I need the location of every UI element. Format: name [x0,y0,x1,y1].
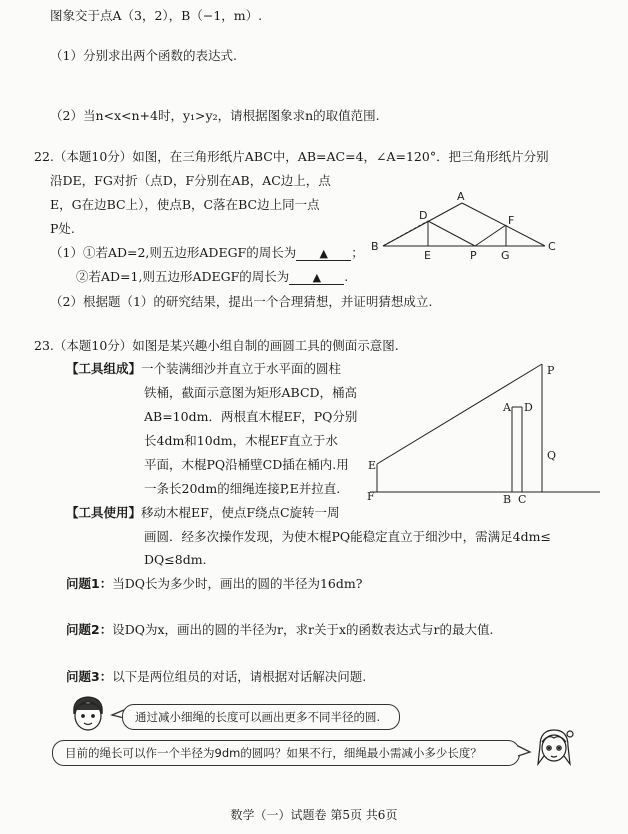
bubble2-tail [518,744,530,758]
q23-composition-line2: 铁桶，截面示意图为矩形ABCD，桶高 [144,385,358,400]
answer-blank-mark: ▲ [319,247,328,260]
label-g: G [501,249,510,262]
label-c: C [548,240,556,253]
period: . [344,269,349,284]
label-p: P [470,249,477,262]
problem3-label: 问题3： [66,669,113,684]
label-b: B [371,240,379,253]
label-e: E [424,249,431,262]
q22-part2: （2）根据题（1）的研究结果，提出一个合理猜想，并证明猜想成立. [50,294,433,309]
q22-line2: 沿DE，FG对折（点D，F分别在AB，AC边上，点 [50,173,331,188]
problem3-text: 以下是两位组员的对话，请根据对话解决问题. [112,669,367,684]
usage-text-1: 移动木棍EF，使点F绕点C旋转一周 [141,505,340,520]
label-p: P [547,364,555,377]
composition-text-1: 一个装满细沙并直立于水平面的圆柱 [141,361,342,376]
problem2-text: 设DQ为x，画出的圆的半径为r，求r关于x的函数表达式与r的最大值. [112,622,494,637]
label-b: B [503,493,512,506]
girl-avatar-icon [530,726,578,770]
q23-line1: 23.（本题10分）如图是某兴趣小组自制的画圆工具的侧面示意图. [34,338,399,353]
q23-usage-line3: DQ≤8dm. [144,552,207,567]
q22-line3: E，G在边BC上），使点B，C落在BC边上同一点 [50,197,320,212]
tool-usage-tag: 【工具使用】 [66,505,142,520]
label-f: F [367,490,375,503]
q23-composition-line3: AB=10dm．两根直木棍EF，PQ分别 [144,409,358,424]
boy-avatar-icon [66,692,110,736]
problem2-label: 问题2： [66,622,113,637]
label-f: F [508,214,515,227]
q21-part1: （1）分别求出两个函数的表达式. [50,48,237,63]
label-e: E [368,459,377,472]
q22-line1: 22.（本题10分）如图，在三角形纸片ABC中，AB=AC=4，∠A=120°．把三角形纸片分别 [34,149,549,164]
label-a: A [503,401,511,414]
label-d: D [419,209,428,222]
q23-composition-line5: 平面，木棍PQ沿桶壁CD插在桶内.用 [144,457,349,472]
answer-blank-mark: ▲ [312,271,322,284]
label-a: A [457,190,465,203]
intro-line: 图象交于点A（3，2），B（−1，m）. [50,8,263,23]
q23-composition-line6: 一条长20dm的细绳连接P,E并拉直. [144,481,341,496]
semicolon: ； [351,245,364,260]
q21-part2: （2）当n<x<n+4时，y₁>y₂，请根据图象求n的取值范围. [50,108,380,123]
page-footer: 数学（一）试题卷 第5页 共6页 [230,808,398,822]
q22-line4: P处. [50,221,75,236]
tool-composition-tag: 【工具组成】 [66,361,142,376]
problem1-text: 当DQ长为多少时，画出的圆的半径为16dm? [112,576,363,591]
label-q: Q [547,449,557,462]
speech-bubble-girl: 目前的绳长可以作一个半径为9dm的圆吗？如果不行，细绳最小需减小多少长度？ [52,740,520,766]
label-d: D [524,401,533,414]
label-c: C [518,493,527,506]
q23-usage-line2: 画圆．经多次操作发现，为使木棍PQ能稳定直立于细沙中，需满足4dm≤ [144,529,551,544]
rope-pe [377,364,542,464]
problem1-label: 问题1： [66,576,113,591]
q22-part1-1-text: （1）①若AD=2,则五边形ADEGF的周长为 [50,245,297,260]
q23-composition-line4: 长4dm和10dm，木棍EF直立于水 [144,433,338,448]
speech-bubble-boy: 通过减小细绳的长度可以画出更多不同半径的圆. [122,704,400,730]
q22-part1-2-text: ②若AD=1,则五边形ADEGF的周长为 [76,269,290,284]
